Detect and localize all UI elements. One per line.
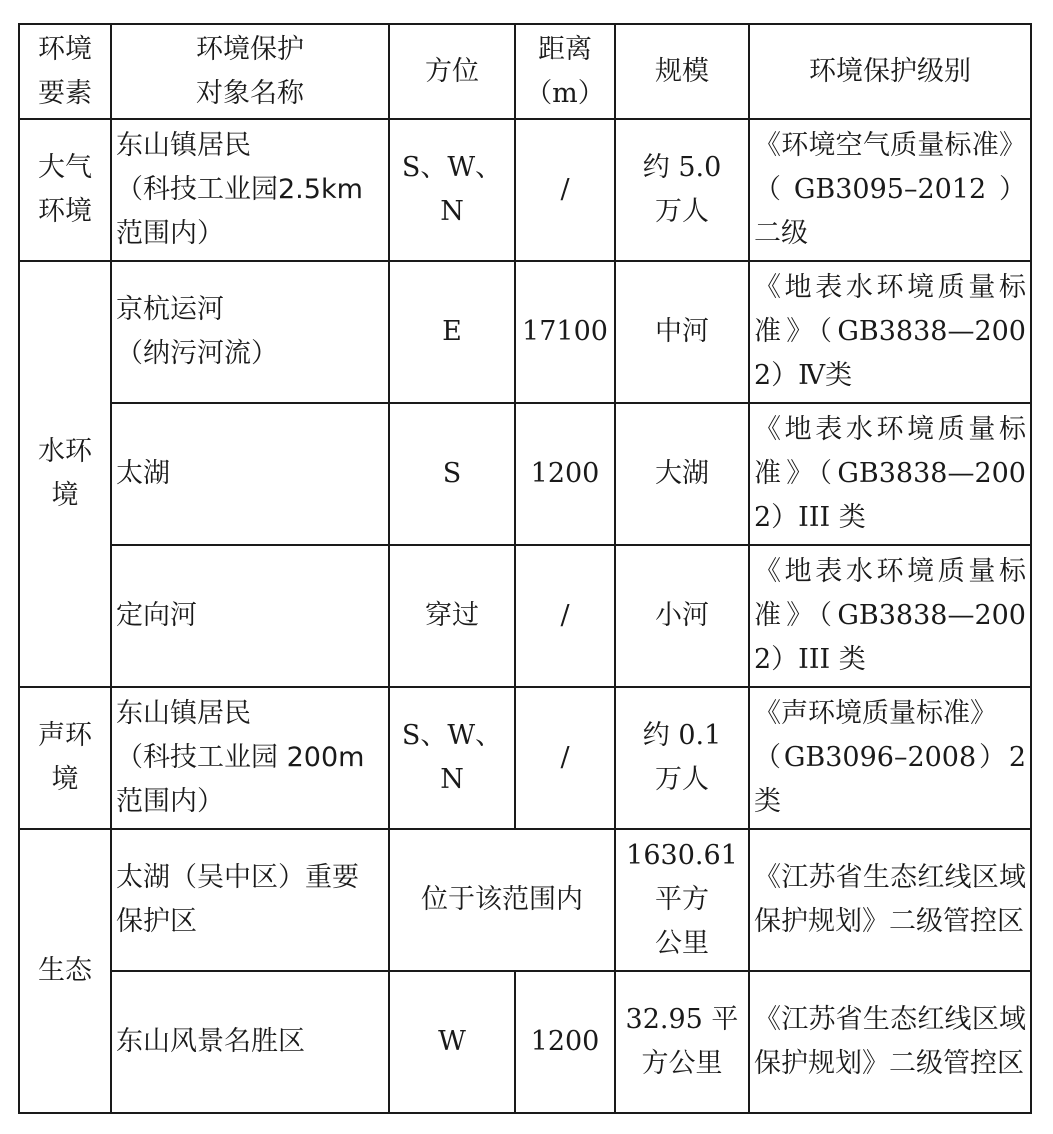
scale-cell: 1630.61 平方 公里 [615, 829, 749, 971]
table-row [19, 119, 1031, 261]
header-direction: 方位 [389, 24, 515, 119]
environmental-protection-table [18, 23, 1032, 1114]
group-ecology: 生态 [19, 829, 111, 1113]
direction-cell: W [389, 971, 515, 1113]
protection-level-cell: 《声环境质量标准》 （GB3096–2008）2 类 [749, 687, 1031, 829]
table-row [19, 545, 1031, 687]
header-distance: 距离 （m） [515, 24, 615, 119]
distance-cell: 1200 [515, 403, 615, 545]
protection-level-cell: 《江苏省生态红线区域保护规划》二级管控区 [749, 829, 1031, 971]
table-row [19, 971, 1031, 1113]
direction-cell: E [389, 261, 515, 403]
direction-cell: S、W、N [389, 119, 515, 261]
scale-cell: 32.95 平 方公里 [615, 971, 749, 1113]
header-row [19, 24, 1031, 119]
direction-cell: S [389, 403, 515, 545]
header-protection-level: 环境保护级别 [749, 24, 1031, 119]
protected-object: 太湖（吴中区）重要 保护区 [111, 829, 389, 971]
group-air: 大气 环境 [19, 119, 111, 261]
protected-object: 东山镇居民 （科技工业园 200m 范围内） [111, 687, 389, 829]
protection-level-cell: 《江苏省生态红线区域保护规划》二级管控区 [749, 971, 1031, 1113]
header-environment-element: 环境 要素 [19, 24, 111, 119]
distance-cell: / [515, 119, 615, 261]
scale-cell: 小河 [615, 545, 749, 687]
header-protected-object: 环境保护 对象名称 [111, 24, 389, 119]
protection-level-cell: 《地表水环境质量标准》（GB3838—2002）III 类 [749, 545, 1031, 687]
group-water: 水环 境 [19, 261, 111, 687]
direction-distance-merged-cell: 位于该范围内 [389, 829, 615, 971]
table-row [19, 687, 1031, 829]
protected-object: 东山镇居民 （科技工业园2.5km 范围内） [111, 119, 389, 261]
protected-object: 京杭运河 （纳污河流） [111, 261, 389, 403]
table-row [19, 403, 1031, 545]
protection-level-cell: 《环境空气质量标准》（GB3095–2012）二级 [749, 119, 1031, 261]
table-row [19, 829, 1031, 971]
scale-cell: 约 0.1 万人 [615, 687, 749, 829]
protection-level-cell: 《地表水环境质量标准》（GB3838—2002）Ⅳ类 [749, 261, 1031, 403]
table-row [19, 261, 1031, 403]
header-scale: 规模 [615, 24, 749, 119]
scale-cell: 中河 [615, 261, 749, 403]
direction-cell: S、W、N [389, 687, 515, 829]
scale-cell: 约 5.0 万人 [615, 119, 749, 261]
protected-object: 东山风景名胜区 [111, 971, 389, 1113]
distance-cell: 1200 [515, 971, 615, 1113]
scale-cell: 大湖 [615, 403, 749, 545]
protection-level-cell: 《地表水环境质量标准》（GB3838—2002）III 类 [749, 403, 1031, 545]
group-noise: 声环 境 [19, 687, 111, 829]
distance-cell: / [515, 545, 615, 687]
distance-cell: / [515, 687, 615, 829]
protected-object: 太湖 [111, 403, 389, 545]
direction-cell: 穿过 [389, 545, 515, 687]
protected-object: 定向河 [111, 545, 389, 687]
distance-cell: 17100 [515, 261, 615, 403]
